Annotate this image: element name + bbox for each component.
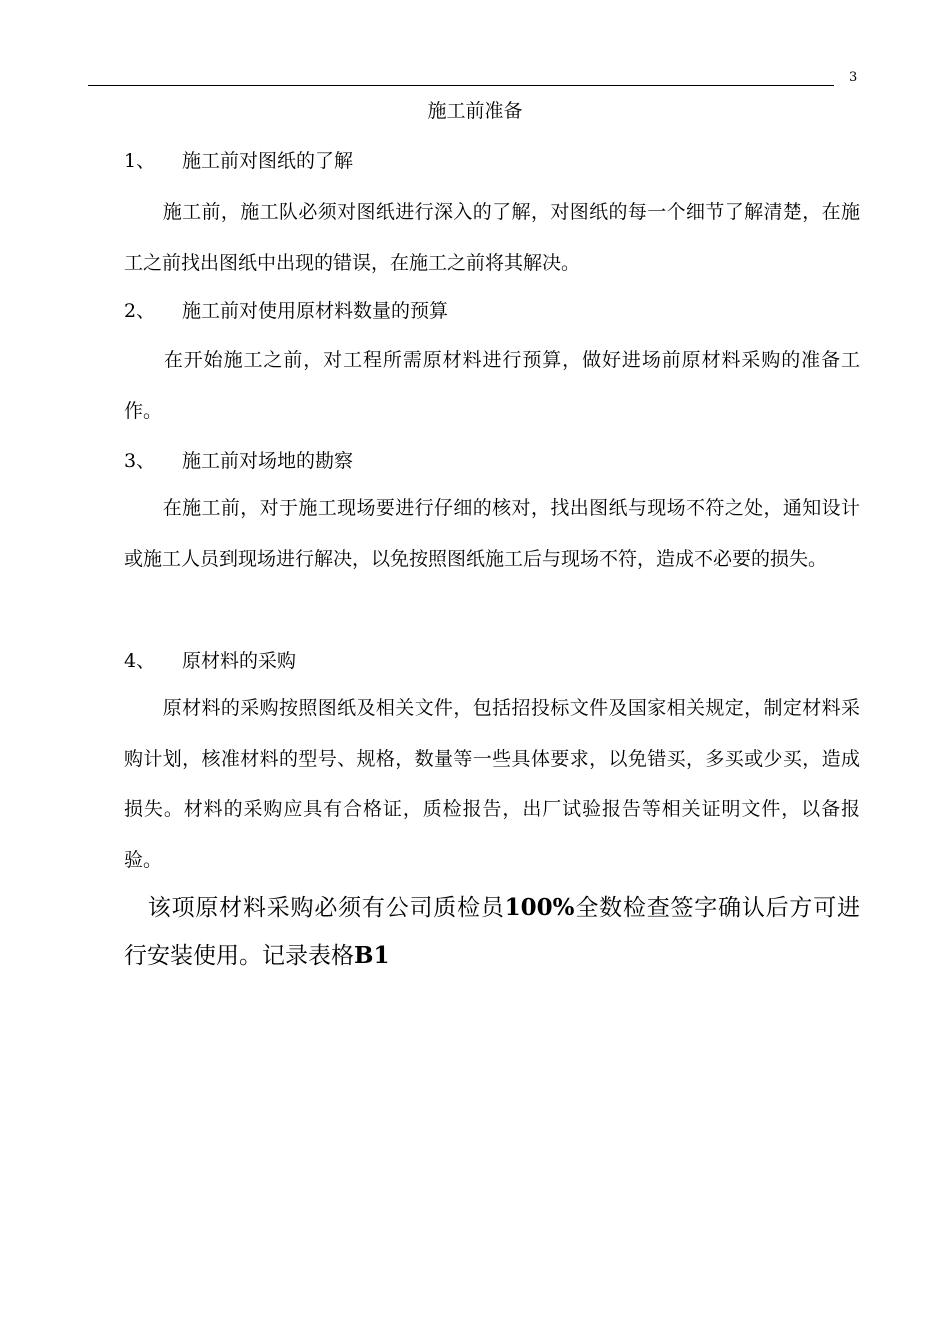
- header-rule: [88, 85, 834, 86]
- section-heading-3: [124, 447, 353, 475]
- section-heading-1: [124, 147, 353, 175]
- section-paragraph-2: 在开始施工之前，对工程所需原材料进行预算，做好进场前原材料采购的准备工作。: [124, 349, 860, 422]
- final-note-percentage: 100%: [504, 894, 575, 921]
- section-heading-2: [124, 297, 448, 325]
- section-title-4: 原材料的采购: [182, 650, 297, 672]
- section-title-2: 施工前对使用原材料数量的预算: [182, 300, 449, 322]
- document-title: 施工前准备: [427, 100, 523, 122]
- section-number-1: 1、: [124, 150, 156, 172]
- section-heading-4: [124, 647, 296, 675]
- final-note: [124, 884, 860, 980]
- section-paragraph-3: 在施工前，对于施工现场要进行仔细的核对，找出图纸与现场不符之处，通知设计或施工人员到现场进行解决，以免按照图纸施工后与现场不符，造成不必要的损失。: [124, 497, 860, 570]
- section-number-4: 4、: [124, 650, 156, 672]
- final-note-text-2: 全数检查签字确认后方可进行安装使用。记录表格: [124, 895, 861, 969]
- page-number: 3: [849, 70, 858, 85]
- section-number-2: 2、: [124, 300, 156, 322]
- section-number-3: 3、: [124, 450, 156, 472]
- section-paragraph-4: 原材料的采购按照图纸及相关文件，包括招投标文件及国家相关规定，制定材料采购计划，核准材料的型号、规格，数量等一些具体要求，以免错买，多买或少买，造成损失。材料的采购应具有合格证，质检报告，出厂试验报告等相关证明文件，以备报验。: [124, 697, 860, 871]
- section-paragraph-1: 施工前，施工队必须对图纸进行深入的了解，对图纸的每一个细节了解清楚，在施工之前找出图纸中出现的错误，在施工之前将其解决。: [124, 201, 860, 274]
- section-title-1: 施工前对图纸的了解: [182, 150, 354, 172]
- final-note-text-1: 该项原材料采购必须有公司质检员: [124, 895, 505, 921]
- section-title-3: 施工前对场地的勘察: [182, 450, 354, 472]
- final-note-form-code: B1: [354, 942, 390, 969]
